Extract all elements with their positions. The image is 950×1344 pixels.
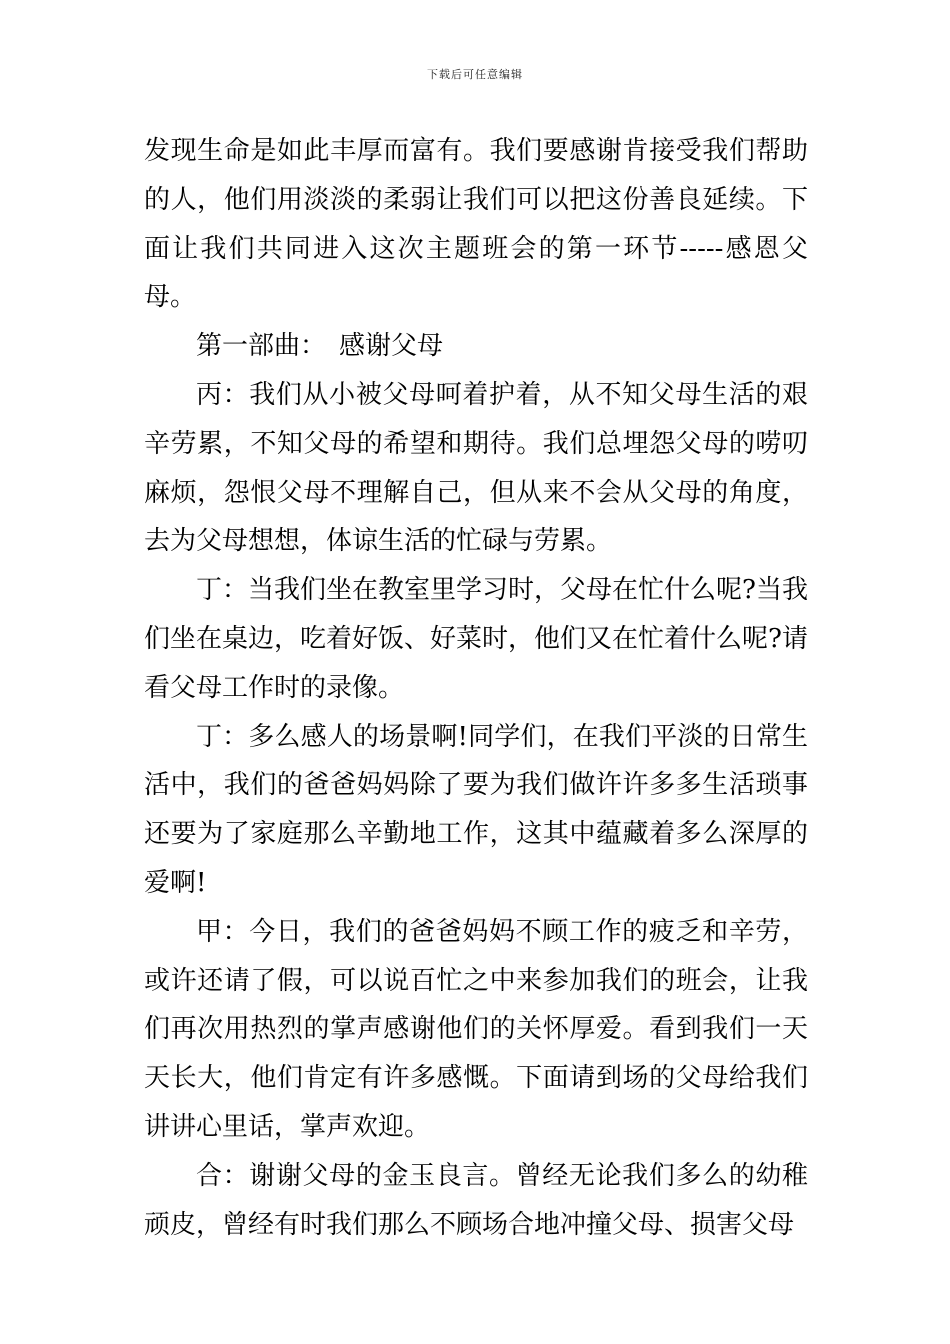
- paragraph-ding-2: 丁：多么感人的场景啊!同学们，在我们平淡的日常生活中，我们的爸爸妈妈除了要为我们做许许多多生活琐事还要为了家庭那么辛勤地工作，这其中蕴藏着多么深厚的爱啊!: [144, 721, 808, 898]
- section-heading: 第一部曲： 感谢父母: [196, 331, 444, 362]
- document-body: [144, 127, 808, 1249]
- paragraph-jia: 甲：今日，我们的爸爸妈妈不顾工作的疲乏和辛劳，或许还请了假，可以说百忙之中来参加我们的班会，让我们再次用热烈的掌声感谢他们的关怀厚爱。看到我们一天天长大，他们肯定有许多感慨。下面请到场的父母给我们讲讲心里话，掌声欢迎。: [144, 916, 808, 1142]
- paragraph-he: 合：谢谢父母的金玉良言。曾经无论我们多么的幼稚顽皮，曾经有时我们那么不顾场合地冲撞父母、损害父母: [144, 1160, 808, 1240]
- paragraph-ding-1: 丁：当我们坐在教室里学习时，父母在忙什么呢?当我们坐在桌边，吃着好饭、好菜时，他们又在忙着什么呢?请看父母工作时的录像。: [144, 575, 808, 703]
- page-header: 下载后可任意编辑: [427, 68, 523, 81]
- paragraph-intro: 发现生命是如此丰厚而富有。我们要感谢肯接受我们帮助的人，他们用淡淡的柔弱让我们可以把这份善良延续。下面让我们共同进入这次主题班会的第一环节-----感恩父母。: [144, 136, 808, 313]
- paragraph-bing: 丙：我们从小被父母呵着护着，从不知父母生活的艰辛劳累，不知父母的希望和期待。我们总埋怨父母的唠叨麻烦，怨恨父母不理解自己，但从来不会从父母的角度，去为父母想想，体谅生活的忙碌与劳累。: [144, 379, 808, 557]
